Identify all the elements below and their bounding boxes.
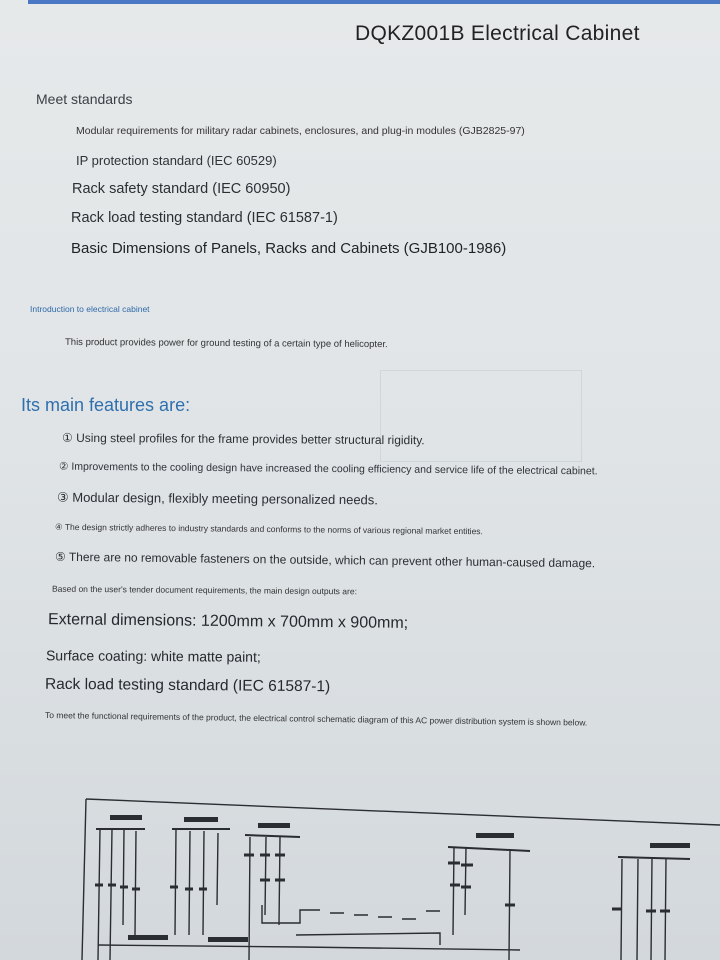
feature-item: ④ The design strictly adheres to industry standards and conforms to the norms of various regional market entities. [54,521,483,537]
feature-item: ③ Modular design, flexibly meeting personalized needs. [56,489,379,508]
standard-item: IP protection standard (IEC 60529) [76,153,277,168]
standards-heading: Meet standards [36,91,133,107]
surface-coating: Surface coating: white matte paint; [45,647,261,665]
electrical-schematic-diagram [0,785,720,960]
features-heading: Its main features are: [21,395,191,415]
standard-item: Rack load testing standard (IEC 61587-1) [71,210,338,226]
design-outputs-intro: Based on the user's tender document requirements, the main design outputs are: [51,583,358,597]
standard-item: Rack safety standard (IEC 60950) [72,181,291,197]
introduction-heading: Introduction to electrical cabinet [30,304,150,314]
introduction-text: This product provides power for ground testing of a certain type of helicopter. [64,336,388,351]
rack-load-standard: Rack load testing standard (IEC 61587-1) [44,675,331,696]
feature-item: ② Improvements to the cooling design have increased the cooling efficiency and service life of the electrical cabinet. [58,460,598,478]
external-dimensions: External dimensions: 1200mm x 700mm x 900mm; [47,611,409,632]
schematic-caption: To meet the functional requirements of the product, the electrical control schematic diagram of this AC power distribution system is shown below. [44,710,588,728]
page-title: DQKZ001B Electrical Cabinet [355,22,640,45]
standard-item: Basic Dimensions of Panels, Racks and Cabinets (GJB100-1986) [71,240,507,257]
top-accent-bar [28,0,720,4]
background-shadow [380,370,582,462]
feature-item: ⑤ There are no removable fasteners on the outside, which can prevent other human-caused damage. [54,549,596,571]
feature-item: ① Using steel profiles for the frame provides better structural rigidity. [61,430,425,448]
standard-item: Modular requirements for military radar cabinets, enclosures, and plug-in modules (GJB2825-97) [76,125,525,137]
